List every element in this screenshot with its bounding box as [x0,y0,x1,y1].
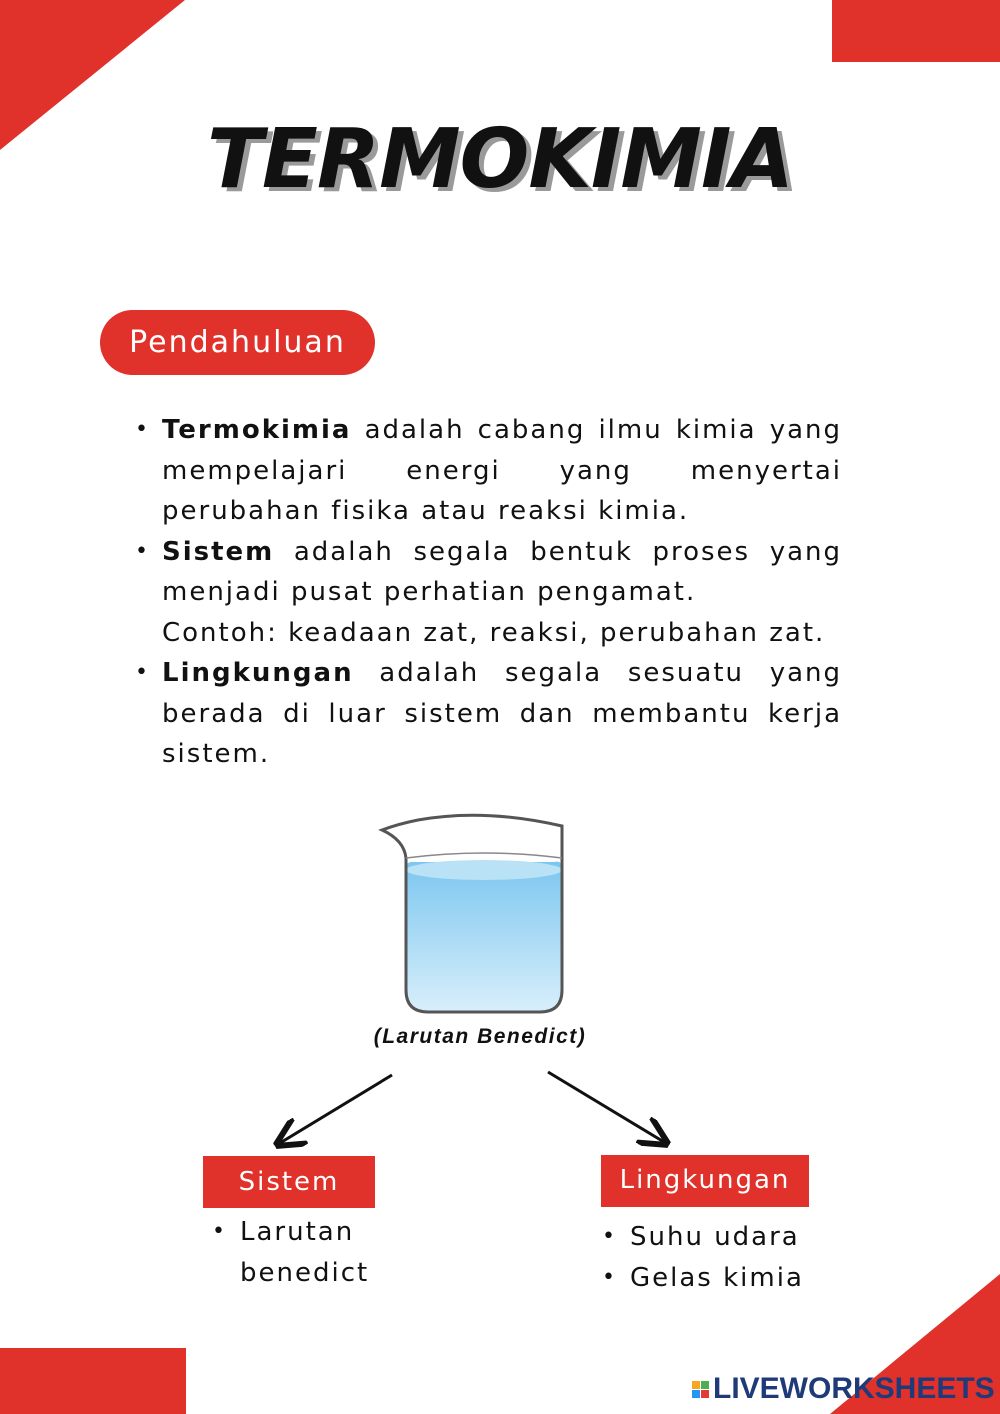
arrow-to-lingkungan [548,1072,664,1142]
lingkungan-items [630,1217,880,1298]
definition-term: Termokimia [162,415,352,445]
definition-text: adalah segala bentuk proses yang menjadi pusat perhatian pengamat. [162,536,842,607]
arrow-to-sistem [280,1075,392,1143]
definition-term: Sistem [162,536,275,567]
sistem-items [240,1212,400,1293]
definition-text: adalah cabang ilmu kimia yang mempelajari energi yang menyertai perubahan fisika atau reaksi kimia. [162,415,842,526]
page-title: TERMOKIMIA [206,112,794,207]
sistem-box: Sistem [203,1156,375,1208]
definition-term: Lingkungan [162,658,354,688]
list-item: • Gelas kimia [630,1258,880,1299]
list-item: • Larutan benedict [240,1212,400,1293]
liveworksheets-watermark [692,1372,995,1406]
list-item: • Suhu udara [630,1217,880,1258]
lingkungan-box: Lingkungan [601,1155,809,1207]
section-label-pendahuluan: Pendahuluan [100,310,375,375]
liveworksheets-logo-icon [692,1381,709,1398]
figure-caption: (Larutan Benedict) [373,1025,587,1048]
definition-example: Contoh: keadaan zat, reaksi, perubahan zat. [162,617,826,648]
definition-text: adalah segala sesuatu yang berada di luar sistem dan membantu kerja sistem. [162,658,842,769]
watermark-text: LIVEWORKSHEETS [713,1372,995,1405]
